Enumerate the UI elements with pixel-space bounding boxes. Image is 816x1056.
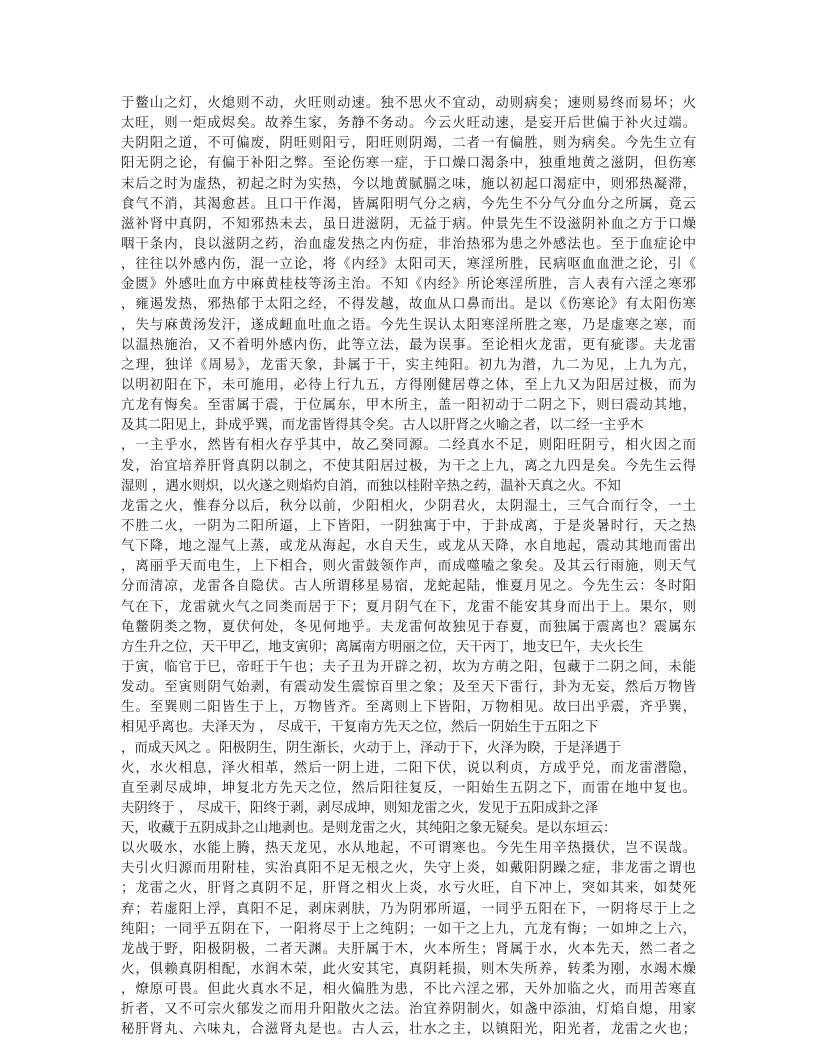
text-line: 生。至巽则二阳皆生于上，万物皆齐。至离则上下皆阳，万物相见。故曰出乎震，齐乎巽， bbox=[121, 700, 696, 716]
text-line: 及其二阳见上，卦成乎巽，而龙雷皆得其令矣。古人以肝肾之火喻之者，以二经一主乎木 bbox=[121, 418, 644, 434]
text-line: 亢龙有悔矣。至雷属于震，于位属东，甲木所主，盖一阳初动于二阴之下，则曰震动其地， bbox=[121, 398, 696, 414]
text-line: 夫引火归源而用附桂，实治真阳不足无根之火，失守上炎，如戴阳阴躁之症，非龙雷之谓也 bbox=[121, 861, 696, 877]
text-line: 于鳖山之灯，火熄则不动，火旺则动速。独不思火不宜动，动则病矣；速则易终而易坏；火 bbox=[121, 96, 696, 111]
text-line: 折者，又不可宗火郁发之而用升阳散火之法。治宜养阴制火，如盏中添油，灯焰自熄，用家 bbox=[121, 1002, 696, 1018]
text-line: 以明初阳在下，未可施用，必待上行九五，方得刚健居尊之体，至上九又为阳居过极，而为 bbox=[121, 377, 696, 393]
text-line: ；龙雷之火，肝肾之真阴不足，肝肾之相火上炎，水亏火旺，自下冲上，突如其来，如焚死 bbox=[121, 881, 696, 897]
text-line: 发，治宜培养肝肾真阴以制之，不使其阳居过极，为干之上九，离之九四是矣。今先生云得 bbox=[121, 458, 696, 474]
text-line: 滋补肾中真阴，不知邪热未去，虽日进滋阴，无益于病。仲景先生不设滋阴补血之方于口燥 bbox=[121, 216, 696, 232]
text-line: 夫阴阳之道，不可偏废，阴旺则阳亏，阳旺则阴竭，二者一有偏胜，则为病矣。今先生立有 bbox=[121, 136, 696, 152]
text-line: ，燎原可畏。但此火真水不足，相火偏胜为患，不比六淫之邪，天外加临之火，而用苦寒直 bbox=[121, 982, 696, 998]
text-line: 阳无阴之论，有偏于补阳之弊。至论伤寒一症，于口燥口渴条中，独重地黄之滋阴，但伤寒 bbox=[121, 156, 696, 172]
text-line: 太旺，则一炬成烬矣。故养生家，务静不务动。今云火旺动速，是妄开后世偏于补火过端。 bbox=[121, 116, 696, 132]
text-line: 方生升之位，天干甲乙，地支寅卯；离属南方明丽之位，天干丙丁，地支巳午，夫火长生 bbox=[121, 639, 644, 655]
text-line: 气下降，地之湿气上蒸，或龙从海起，水自天生，或龙从天降，水自地起，震动其地而雷出 bbox=[121, 539, 696, 555]
text-line: 以火吸水，水能上腾，热天龙见，水从地起，不可谓寒也。今先生用辛热摄伏，岂不误哉。 bbox=[121, 841, 696, 857]
text-line: ，而成天风之 。阳极阴生，阴生渐长，火动于上，泽动于下，火泽为睽，于是泽遇于 bbox=[121, 740, 621, 756]
text-line: 龙战于野，阳极阴极，二者天渊。夫肝属于木，火本所生；肾属于水，火本先天，然二者之 bbox=[121, 941, 696, 957]
text-line: 以温热施治，又不着明外感内伤，此等立法，最为误事。至论相火龙雷，更有疵谬。夫龙雷 bbox=[121, 337, 696, 353]
text-line: 末后之时为虚热，初起之时为实热，今以地黄腻膈之味，施以初起口渴症中，则邪热凝滞， bbox=[121, 176, 696, 192]
text-line: 直至剥尽成坤，坤复北方先天之位，然后阳往复反，一阳始生五阴之下，而雷在地中复也。 bbox=[121, 780, 696, 796]
text-line: 之理，独详《周易》，龙雷天象，卦属于干，实主纯阳。初九为潜，九二为见，上九为亢， bbox=[121, 357, 696, 373]
text-line: 夫阴终于 ， 尽成干，阳终于剥，剥尽成坤，则知龙雷之火，发见于五阳成卦之泽 bbox=[121, 800, 599, 816]
text-line: 弃；若虚阳上浮，真阳不足，剥床剥肤，乃为阴邪所逼，一同乎五阳在下，一阴将尽于上之 bbox=[121, 901, 696, 917]
text-line: 火，俱赖真阴相配，水润木荣，此火安其宅，真阴耗损，则木失所养，转柔为刚，水竭木燥 bbox=[121, 962, 696, 978]
text-line: ，失与麻黄汤发汗，遂成衄血吐血之语。今先生误认太阳寒淫所胜之寒，乃是虚寒之寒，而 bbox=[121, 317, 696, 333]
text-line: 气在下，龙雷就火气之同类而居于下；夏月阴气在下，龙雷不能安其身而出于上。果尔，则 bbox=[121, 599, 696, 615]
text-line: 食气不消，其渴愈甚。且口干作渴，皆属阳明气分之病，今先生不分气分血分之所属，竟云 bbox=[121, 196, 696, 212]
text-line: 龙雷之火，惟春分以后，秋分以前，少阳相火，少阴君火，太阴湿土，三气合而行令，一土 bbox=[121, 498, 696, 514]
text-line: ，离丽乎天而电生，上下相合，则火雷鼓领作声，而成噬嗑之象矣。及其云行雨施，则天气 bbox=[121, 559, 696, 575]
document-page bbox=[121, 94, 696, 1041]
text-line: 纯阳；一同乎五阴在下，一阳将尽于上之纯阴；一如干之上九，亢龙有悔；一如坤之上六， bbox=[121, 921, 696, 937]
text-line: ，雍遏发热，邪热郁于太阳之经，不得发越，故血从口鼻而出。是以《伤寒论》有太阳伤寒 bbox=[121, 297, 696, 313]
text-line: 发动。至寅则阴气始剥，有震动发生震惊百里之象；及至天下雷行，卦为无妄，然后万物皆 bbox=[121, 680, 696, 696]
text-line: 相见乎离也。夫泽天为 ， 尽成干，干复南方先天之位，然后一阴始生于五阳之下 bbox=[121, 720, 599, 736]
text-line: 于寅，临官于巳，帝旺于午也；夫子丑为开辟之初，坎为方萌之阳，包藏于二阴之间，未能 bbox=[121, 659, 696, 675]
text-line: 咽干条内，良以滋阴之药，治血虚发热之内伤症，非治热邪为患之外感法也。至于血症论中 bbox=[121, 236, 696, 252]
text-line: ，往往以外感内伤，混一立论，将《内经》太阳司天，寒淫所胜，民病呕血血泄之论，引《 bbox=[121, 257, 696, 273]
text-line: 天，收藏于五阴成卦之山地剥也。是则龙雷之火，其纯阳之象无疑矣。是以东垣云： bbox=[121, 821, 617, 837]
text-line: 湿则 ，遇水则炽，以火遂之则焰灼自消，而独以桂附辛热之药，温补天真之火。不知 bbox=[121, 478, 621, 494]
text-line: 金匮》外感吐血方中麻黄桂枝等汤主治。不知《内经》所论寒淫所胜，言人表有六淫之寒邪 bbox=[121, 277, 696, 293]
text-line: ，一主乎水，然皆有相火存乎其中，故乙癸同源。二经真水不足，则阳旺阴亏，相火因之而 bbox=[121, 438, 696, 454]
text-line: 分而清凉，龙雷各自隐伏。古人所谓移星易宿，龙蛇起陆，惟夏月见之。今先生云：冬时阳 bbox=[121, 579, 696, 595]
text-line: 火，水火相息，泽火相革，然后一阴上进，二阳下伏，说以利贞，方成乎兑，而龙雷潜隐， bbox=[121, 760, 696, 776]
text-line: 秘肝肾丸、六味丸，合滋肾丸是也。古人云，壮水之主，以镇阳光，阳光者，龙雷之火也； bbox=[121, 1022, 696, 1038]
text-line: 不胜二火，一阴为二阳所逼，上下皆阳，一阴独寓于中，于卦成离，于是炎暑时行，天之热 bbox=[121, 518, 696, 534]
text-line: 龟鳖阴类之物，夏伏何处，冬见何地乎。夫龙雷何故独见于春夏，而独属于震离也？震属东 bbox=[121, 619, 696, 635]
